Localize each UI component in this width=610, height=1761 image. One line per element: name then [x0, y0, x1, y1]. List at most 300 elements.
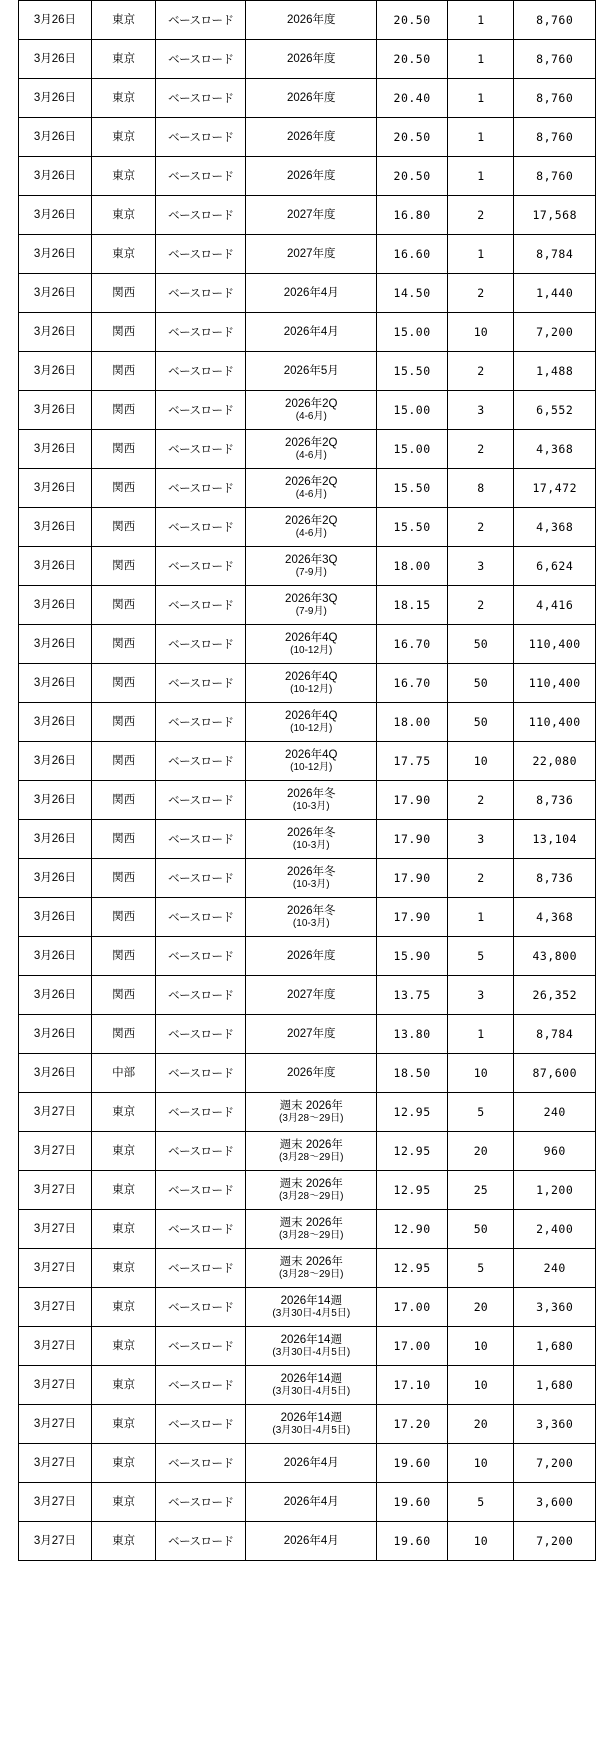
cell-product: ベースロード	[156, 157, 246, 196]
table-row	[19, 1093, 596, 1132]
cell-period-sub: (3月28〜29日)	[279, 1151, 344, 1163]
cell-period	[246, 625, 377, 664]
cell-period	[246, 742, 377, 781]
table-row	[19, 1054, 596, 1093]
cell-area: 関西	[91, 352, 155, 391]
cell-quantity: 5	[447, 1093, 513, 1132]
cell-price: 17.90	[377, 781, 448, 820]
trade-table-body	[19, 1, 596, 1561]
cell-quantity: 10	[447, 1054, 513, 1093]
cell-period-main: 2026年度	[286, 130, 336, 143]
cell-period	[246, 1210, 377, 1249]
cell-product: ベースロード	[156, 1, 246, 40]
cell-quantity: 10	[447, 1327, 513, 1366]
cell-quantity: 3	[447, 820, 513, 859]
cell-price: 19.60	[377, 1483, 448, 1522]
cell-volume: 8,784	[514, 1015, 596, 1054]
table-row	[19, 1249, 596, 1288]
cell-product: ベースロード	[156, 79, 246, 118]
cell-product: ベースロード	[156, 1249, 246, 1288]
cell-price: 20.50	[377, 157, 448, 196]
cell-price: 17.90	[377, 820, 448, 859]
cell-volume: 8,760	[514, 40, 596, 79]
cell-area: 関西	[91, 625, 155, 664]
cell-price: 16.60	[377, 235, 448, 274]
cell-quantity: 10	[447, 1444, 513, 1483]
cell-price: 14.50	[377, 274, 448, 313]
cell-volume: 1,200	[514, 1171, 596, 1210]
cell-product: ベースロード	[156, 430, 246, 469]
cell-quantity: 1	[447, 1, 513, 40]
cell-period-main: 2026年3Q	[285, 592, 338, 605]
cell-date: 3月26日	[19, 898, 92, 937]
cell-period	[246, 40, 377, 79]
cell-volume: 17,472	[514, 469, 596, 508]
cell-period	[246, 781, 377, 820]
cell-price: 13.75	[377, 976, 448, 1015]
cell-period	[246, 1405, 377, 1444]
cell-period-sub: (4-6月)	[295, 488, 327, 500]
cell-period	[246, 859, 377, 898]
cell-date: 3月27日	[19, 1249, 92, 1288]
cell-area: 関西	[91, 937, 155, 976]
cell-volume: 6,624	[514, 547, 596, 586]
cell-volume: 8,784	[514, 235, 596, 274]
cell-date: 3月27日	[19, 1483, 92, 1522]
cell-price: 20.50	[377, 1, 448, 40]
cell-area: 関西	[91, 898, 155, 937]
cell-price: 20.50	[377, 40, 448, 79]
cell-product: ベースロード	[156, 1405, 246, 1444]
table-row	[19, 196, 596, 235]
cell-quantity: 2	[447, 352, 513, 391]
cell-area: 東京	[91, 1, 155, 40]
cell-product: ベースロード	[156, 508, 246, 547]
table-row	[19, 391, 596, 430]
cell-volume: 4,368	[514, 430, 596, 469]
cell-volume: 2,400	[514, 1210, 596, 1249]
cell-period	[246, 1171, 377, 1210]
cell-date: 3月26日	[19, 976, 92, 1015]
cell-period	[246, 1015, 377, 1054]
cell-period	[246, 820, 377, 859]
cell-date: 3月27日	[19, 1522, 92, 1561]
cell-product: ベースロード	[156, 820, 246, 859]
cell-product: ベースロード	[156, 1015, 246, 1054]
cell-quantity: 8	[447, 469, 513, 508]
cell-period-main: 2026年4月	[283, 286, 339, 299]
cell-price: 16.80	[377, 196, 448, 235]
cell-area: 関西	[91, 547, 155, 586]
cell-volume: 8,760	[514, 157, 596, 196]
cell-price: 20.50	[377, 118, 448, 157]
cell-period	[246, 703, 377, 742]
cell-period-main: 2026年2Q	[285, 475, 338, 488]
cell-quantity: 2	[447, 781, 513, 820]
cell-product: ベースロード	[156, 469, 246, 508]
cell-price: 15.00	[377, 391, 448, 430]
table-row	[19, 1405, 596, 1444]
cell-period	[246, 547, 377, 586]
cell-period-sub: (10-3月)	[292, 917, 330, 929]
cell-date: 3月26日	[19, 625, 92, 664]
cell-quantity: 20	[447, 1288, 513, 1327]
cell-quantity: 5	[447, 1249, 513, 1288]
cell-product: ベースロード	[156, 118, 246, 157]
cell-date: 3月26日	[19, 79, 92, 118]
cell-period-main: 2026年冬	[286, 865, 336, 878]
cell-date: 3月27日	[19, 1093, 92, 1132]
cell-period-main: 2026年2Q	[285, 514, 338, 527]
cell-date: 3月27日	[19, 1366, 92, 1405]
cell-quantity: 20	[447, 1132, 513, 1171]
cell-volume: 3,360	[514, 1405, 596, 1444]
cell-period	[246, 274, 377, 313]
cell-area: 東京	[91, 1444, 155, 1483]
cell-price: 16.70	[377, 664, 448, 703]
cell-quantity: 5	[447, 937, 513, 976]
cell-date: 3月26日	[19, 1, 92, 40]
cell-volume: 8,760	[514, 79, 596, 118]
table-row	[19, 1210, 596, 1249]
cell-period-sub: (4-6月)	[295, 527, 327, 539]
cell-volume: 87,600	[514, 1054, 596, 1093]
cell-period-main: 2026年度	[286, 949, 336, 962]
cell-period-sub: (7-9月)	[295, 566, 327, 578]
cell-period	[246, 1366, 377, 1405]
table-row	[19, 781, 596, 820]
cell-price: 17.20	[377, 1405, 448, 1444]
cell-period-main: 2026年冬	[286, 904, 336, 917]
cell-period-main: 2026年14週	[280, 1294, 342, 1307]
cell-period-sub: (10-12月)	[290, 644, 333, 656]
cell-volume: 1,680	[514, 1327, 596, 1366]
cell-area: 関西	[91, 820, 155, 859]
cell-area: 関西	[91, 469, 155, 508]
cell-volume: 8,736	[514, 859, 596, 898]
cell-quantity: 50	[447, 703, 513, 742]
cell-period-sub: (3月28〜29日)	[279, 1268, 344, 1280]
cell-product: ベースロード	[156, 313, 246, 352]
cell-volume: 4,368	[514, 898, 596, 937]
cell-period-main: 2026年4Q	[285, 748, 338, 761]
cell-volume: 8,736	[514, 781, 596, 820]
cell-period-main: 2026年度	[286, 91, 336, 104]
cell-period-main: 2026年度	[286, 13, 336, 26]
table-row	[19, 820, 596, 859]
cell-date: 3月26日	[19, 235, 92, 274]
cell-quantity: 2	[447, 196, 513, 235]
cell-period-sub: (3月30日-4月5日)	[272, 1424, 351, 1436]
cell-period-sub: (3月28〜29日)	[279, 1229, 344, 1241]
cell-date: 3月26日	[19, 781, 92, 820]
table-row	[19, 664, 596, 703]
cell-area: 関西	[91, 664, 155, 703]
cell-date: 3月27日	[19, 1171, 92, 1210]
cell-period	[246, 118, 377, 157]
table-row	[19, 898, 596, 937]
cell-date: 3月27日	[19, 1405, 92, 1444]
cell-area: 中部	[91, 1054, 155, 1093]
cell-quantity: 1	[447, 898, 513, 937]
cell-volume: 110,400	[514, 664, 596, 703]
cell-date: 3月26日	[19, 391, 92, 430]
cell-product: ベースロード	[156, 742, 246, 781]
cell-area: 東京	[91, 1249, 155, 1288]
cell-quantity: 2	[447, 508, 513, 547]
cell-product: ベースロード	[156, 1327, 246, 1366]
cell-area: 関西	[91, 781, 155, 820]
table-row	[19, 1327, 596, 1366]
cell-product: ベースロード	[156, 937, 246, 976]
cell-area: 関西	[91, 742, 155, 781]
cell-product: ベースロード	[156, 703, 246, 742]
cell-price: 15.50	[377, 469, 448, 508]
cell-volume: 4,368	[514, 508, 596, 547]
cell-period-main: 2027年度	[286, 988, 336, 1001]
cell-area: 東京	[91, 157, 155, 196]
cell-area: 東京	[91, 1405, 155, 1444]
cell-period	[246, 1093, 377, 1132]
cell-period-main: 週末 2026年	[279, 1255, 343, 1268]
cell-period-sub: (4-6月)	[295, 410, 327, 422]
cell-price: 18.00	[377, 703, 448, 742]
cell-product: ベースロード	[156, 352, 246, 391]
cell-date: 3月26日	[19, 118, 92, 157]
table-row	[19, 157, 596, 196]
cell-period	[246, 196, 377, 235]
cell-area: 東京	[91, 1210, 155, 1249]
table-row	[19, 937, 596, 976]
cell-area: 東京	[91, 40, 155, 79]
cell-quantity: 50	[447, 625, 513, 664]
table-row	[19, 235, 596, 274]
cell-period	[246, 1444, 377, 1483]
cell-period-sub: (10-3月)	[292, 839, 330, 851]
cell-period	[246, 1522, 377, 1561]
cell-quantity: 20	[447, 1405, 513, 1444]
cell-period-sub: (10-3月)	[292, 800, 330, 812]
cell-quantity: 2	[447, 859, 513, 898]
cell-volume: 7,200	[514, 313, 596, 352]
cell-period	[246, 1483, 377, 1522]
table-row	[19, 313, 596, 352]
cell-period	[246, 937, 377, 976]
cell-area: 関西	[91, 313, 155, 352]
cell-period-sub: (3月30日-4月5日)	[272, 1346, 351, 1358]
cell-product: ベースロード	[156, 586, 246, 625]
table-row	[19, 1522, 596, 1561]
cell-area: 関西	[91, 508, 155, 547]
cell-period-main: 2026年14週	[280, 1333, 342, 1346]
cell-period-main: 2027年度	[286, 1027, 336, 1040]
cell-volume: 3,600	[514, 1483, 596, 1522]
cell-product: ベースロード	[156, 664, 246, 703]
cell-area: 東京	[91, 1288, 155, 1327]
table-row	[19, 703, 596, 742]
cell-date: 3月26日	[19, 742, 92, 781]
cell-price: 12.95	[377, 1132, 448, 1171]
cell-price: 19.60	[377, 1444, 448, 1483]
cell-price: 17.00	[377, 1327, 448, 1366]
table-row	[19, 859, 596, 898]
cell-date: 3月26日	[19, 859, 92, 898]
cell-quantity: 1	[447, 118, 513, 157]
cell-period-main: 2026年14週	[280, 1372, 342, 1385]
cell-date: 3月27日	[19, 1132, 92, 1171]
table-row	[19, 1444, 596, 1483]
cell-period-main: 2026年4月	[283, 325, 339, 338]
cell-quantity: 50	[447, 1210, 513, 1249]
cell-quantity: 50	[447, 664, 513, 703]
cell-product: ベースロード	[156, 898, 246, 937]
cell-period-main: 週末 2026年	[279, 1099, 343, 1112]
cell-date: 3月26日	[19, 469, 92, 508]
cell-product: ベースロード	[156, 547, 246, 586]
cell-volume: 3,360	[514, 1288, 596, 1327]
cell-volume: 1,440	[514, 274, 596, 313]
cell-period	[246, 352, 377, 391]
cell-period-main: 2026年4Q	[285, 709, 338, 722]
cell-product: ベースロード	[156, 859, 246, 898]
cell-product: ベースロード	[156, 1054, 246, 1093]
cell-area: 東京	[91, 1171, 155, 1210]
cell-period-main: 2026年3Q	[285, 553, 338, 566]
cell-period-main: 2026年5月	[283, 364, 339, 377]
cell-volume: 43,800	[514, 937, 596, 976]
cell-volume: 22,080	[514, 742, 596, 781]
cell-volume: 6,552	[514, 391, 596, 430]
trade-table	[18, 0, 596, 1561]
cell-period	[246, 508, 377, 547]
cell-price: 13.80	[377, 1015, 448, 1054]
table-row	[19, 742, 596, 781]
cell-period-main: 週末 2026年	[279, 1177, 343, 1190]
cell-volume: 13,104	[514, 820, 596, 859]
cell-area: 東京	[91, 1093, 155, 1132]
cell-period-sub: (3月28〜29日)	[279, 1112, 344, 1124]
cell-date: 3月26日	[19, 937, 92, 976]
cell-product: ベースロード	[156, 1132, 246, 1171]
cell-period-main: 2026年2Q	[285, 397, 338, 410]
cell-period-main: 2026年度	[286, 1066, 336, 1079]
cell-date: 3月26日	[19, 40, 92, 79]
cell-area: 東京	[91, 1327, 155, 1366]
table-row	[19, 586, 596, 625]
cell-price: 12.95	[377, 1249, 448, 1288]
cell-period-sub: (10-12月)	[290, 761, 333, 773]
cell-period-main: 2026年度	[286, 52, 336, 65]
table-row	[19, 1132, 596, 1171]
cell-product: ベースロード	[156, 1366, 246, 1405]
cell-volume: 960	[514, 1132, 596, 1171]
cell-quantity: 10	[447, 313, 513, 352]
table-row	[19, 79, 596, 118]
cell-period-sub: (10-3月)	[292, 878, 330, 890]
cell-period	[246, 79, 377, 118]
cell-quantity: 3	[447, 391, 513, 430]
cell-price: 18.15	[377, 586, 448, 625]
cell-period-main: 2026年4月	[283, 1495, 339, 1508]
cell-period-sub: (3月28〜29日)	[279, 1190, 344, 1202]
cell-period	[246, 469, 377, 508]
cell-period	[246, 235, 377, 274]
cell-volume: 110,400	[514, 625, 596, 664]
cell-period-sub: (7-9月)	[295, 605, 327, 617]
cell-period	[246, 1132, 377, 1171]
cell-product: ベースロード	[156, 196, 246, 235]
cell-quantity: 10	[447, 1522, 513, 1561]
table-row	[19, 352, 596, 391]
cell-period	[246, 976, 377, 1015]
cell-product: ベースロード	[156, 40, 246, 79]
cell-period-main: 2026年4月	[283, 1534, 339, 1547]
table-row	[19, 274, 596, 313]
cell-quantity: 1	[447, 79, 513, 118]
cell-period-main: 2026年4Q	[285, 670, 338, 683]
cell-period-main: 2026年度	[286, 169, 336, 182]
cell-period	[246, 430, 377, 469]
table-row	[19, 40, 596, 79]
cell-quantity: 1	[447, 1015, 513, 1054]
cell-period-sub: (10-12月)	[290, 722, 333, 734]
cell-period	[246, 1288, 377, 1327]
cell-date: 3月26日	[19, 820, 92, 859]
cell-product: ベースロード	[156, 1171, 246, 1210]
cell-date: 3月26日	[19, 508, 92, 547]
cell-price: 15.90	[377, 937, 448, 976]
cell-period	[246, 391, 377, 430]
cell-price: 19.60	[377, 1522, 448, 1561]
cell-product: ベースロード	[156, 625, 246, 664]
cell-volume: 240	[514, 1093, 596, 1132]
cell-date: 3月26日	[19, 703, 92, 742]
cell-area: 東京	[91, 1132, 155, 1171]
cell-period	[246, 313, 377, 352]
cell-period-main: 2026年冬	[286, 787, 336, 800]
cell-price: 15.50	[377, 352, 448, 391]
cell-period-sub: (10-12月)	[290, 683, 333, 695]
cell-date: 3月26日	[19, 1015, 92, 1054]
cell-price: 18.50	[377, 1054, 448, 1093]
cell-product: ベースロード	[156, 781, 246, 820]
cell-period-main: 2026年4Q	[285, 631, 338, 644]
cell-price: 12.95	[377, 1093, 448, 1132]
cell-area: 関西	[91, 274, 155, 313]
cell-period	[246, 898, 377, 937]
cell-price: 15.00	[377, 313, 448, 352]
cell-price: 12.95	[377, 1171, 448, 1210]
cell-date: 3月26日	[19, 547, 92, 586]
table-row	[19, 1015, 596, 1054]
cell-price: 17.00	[377, 1288, 448, 1327]
cell-volume: 4,416	[514, 586, 596, 625]
cell-period	[246, 157, 377, 196]
cell-date: 3月26日	[19, 313, 92, 352]
cell-product: ベースロード	[156, 976, 246, 1015]
cell-period-sub: (4-6月)	[295, 449, 327, 461]
cell-product: ベースロード	[156, 391, 246, 430]
cell-area: 東京	[91, 196, 155, 235]
cell-area: 関西	[91, 859, 155, 898]
cell-price: 17.75	[377, 742, 448, 781]
cell-period	[246, 1327, 377, 1366]
cell-quantity: 1	[447, 235, 513, 274]
cell-product: ベースロード	[156, 1288, 246, 1327]
cell-price: 17.90	[377, 898, 448, 937]
cell-volume: 17,568	[514, 196, 596, 235]
cell-product: ベースロード	[156, 1444, 246, 1483]
